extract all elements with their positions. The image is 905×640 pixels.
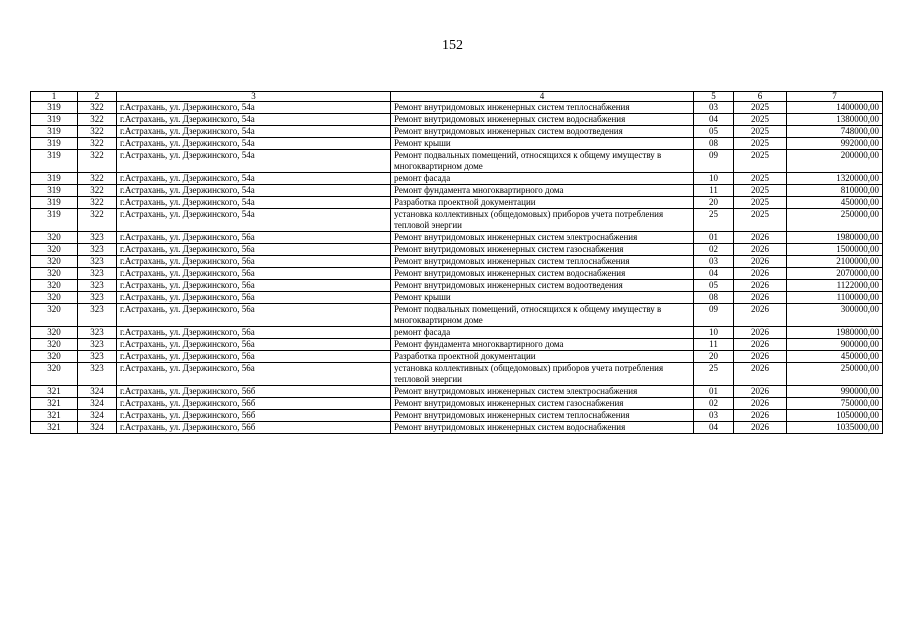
cell-address: г.Астрахань, ул. Дзержинского, 56а [117, 244, 391, 256]
column-number-4: 4 [391, 92, 694, 102]
cell-building-number: 322 [78, 197, 117, 209]
cell-building-number: 324 [78, 410, 117, 422]
cell-work-code: 01 [694, 386, 734, 398]
table-row [31, 150, 883, 173]
cell-building-number: 322 [78, 126, 117, 138]
table-row [31, 268, 883, 280]
cell-address: г.Астрахань, ул. Дзержинского, 54а [117, 209, 391, 232]
cell-row-number: 319 [31, 102, 78, 114]
cell-work-code: 04 [694, 268, 734, 280]
cell-address: г.Астрахань, ул. Дзержинского, 56б [117, 386, 391, 398]
table-row [31, 256, 883, 268]
cell-year: 2026 [734, 256, 787, 268]
cell-building-number: 323 [78, 339, 117, 351]
table-row [31, 304, 883, 327]
cell-work-code: 11 [694, 185, 734, 197]
cell-work-type: Ремонт фундамента многоквартирного дома [391, 185, 694, 197]
cell-row-number: 320 [31, 327, 78, 339]
cell-row-number: 320 [31, 304, 78, 327]
cell-work-code: 02 [694, 244, 734, 256]
table-row [31, 339, 883, 351]
cell-work-code: 08 [694, 138, 734, 150]
cell-work-type: Разработка проектной документации [391, 197, 694, 209]
cell-work-type: Ремонт крыши [391, 292, 694, 304]
cell-year: 2025 [734, 209, 787, 232]
cell-work-type: Ремонт внутридомовых инженерных систем водоснабжения [391, 114, 694, 126]
cell-building-number: 323 [78, 244, 117, 256]
cell-work-code: 03 [694, 102, 734, 114]
table-row [31, 410, 883, 422]
cell-building-number: 323 [78, 351, 117, 363]
cell-row-number: 320 [31, 268, 78, 280]
cell-cost: 900000,00 [787, 339, 883, 351]
cell-row-number: 321 [31, 422, 78, 434]
cell-address: г.Астрахань, ул. Дзержинского, 54а [117, 138, 391, 150]
cell-work-code: 03 [694, 410, 734, 422]
cell-cost: 1100000,00 [787, 292, 883, 304]
cell-work-type: Ремонт внутридомовых инженерных систем газоснабжения [391, 244, 694, 256]
cell-row-number: 320 [31, 280, 78, 292]
table-row [31, 244, 883, 256]
cell-cost: 750000,00 [787, 398, 883, 410]
table-row [31, 422, 883, 434]
cell-year: 2026 [734, 292, 787, 304]
cell-row-number: 320 [31, 339, 78, 351]
cell-work-code: 05 [694, 280, 734, 292]
cell-year: 2025 [734, 102, 787, 114]
cell-address: г.Астрахань, ул. Дзержинского, 54а [117, 185, 391, 197]
cell-work-code: 20 [694, 197, 734, 209]
cell-cost: 1980000,00 [787, 327, 883, 339]
cell-row-number: 321 [31, 386, 78, 398]
column-number-5: 5 [694, 92, 734, 102]
cell-address: г.Астрахань, ул. Дзержинского, 56а [117, 292, 391, 304]
cell-work-type: Ремонт внутридомовых инженерных систем теплоснабжения [391, 102, 694, 114]
cell-row-number: 319 [31, 185, 78, 197]
cell-building-number: 323 [78, 232, 117, 244]
cell-work-type: Ремонт подвальных помещений, относящихся к общему имуществу в многоквартирном доме [391, 304, 694, 327]
cell-work-type: Ремонт внутридомовых инженерных систем теплоснабжения [391, 256, 694, 268]
cell-cost: 1380000,00 [787, 114, 883, 126]
cell-work-code: 10 [694, 327, 734, 339]
cell-year: 2026 [734, 339, 787, 351]
cell-work-type: Ремонт фундамента многоквартирного дома [391, 339, 694, 351]
column-number-7: 7 [787, 92, 883, 102]
cell-row-number: 319 [31, 150, 78, 173]
cell-work-type: Разработка проектной документации [391, 351, 694, 363]
column-number-row [31, 92, 883, 102]
cell-address: г.Астрахань, ул. Дзержинского, 54а [117, 102, 391, 114]
cell-year: 2025 [734, 114, 787, 126]
cell-work-code: 04 [694, 114, 734, 126]
cell-work-code: 25 [694, 363, 734, 386]
cell-cost: 2070000,00 [787, 268, 883, 280]
cell-year: 2026 [734, 244, 787, 256]
cell-work-code: 02 [694, 398, 734, 410]
cell-year: 2026 [734, 232, 787, 244]
cell-work-type: Ремонт внутридомовых инженерных систем водоотведения [391, 126, 694, 138]
column-number-2: 2 [78, 92, 117, 102]
cell-work-type: Ремонт внутридомовых инженерных систем электроснабжения [391, 386, 694, 398]
cell-year: 2025 [734, 185, 787, 197]
table-row [31, 126, 883, 138]
cell-building-number: 322 [78, 150, 117, 173]
cell-cost: 450000,00 [787, 351, 883, 363]
cell-row-number: 320 [31, 292, 78, 304]
table-row [31, 363, 883, 386]
cell-address: г.Астрахань, ул. Дзержинского, 54а [117, 114, 391, 126]
cell-building-number: 324 [78, 422, 117, 434]
cell-work-code: 03 [694, 256, 734, 268]
cell-building-number: 323 [78, 304, 117, 327]
cell-address: г.Астрахань, ул. Дзержинского, 56а [117, 256, 391, 268]
cell-work-code: 08 [694, 292, 734, 304]
cell-building-number: 322 [78, 138, 117, 150]
cell-cost: 992000,00 [787, 138, 883, 150]
table-row [31, 114, 883, 126]
cell-year: 2026 [734, 422, 787, 434]
cell-work-type: Ремонт внутридомовых инженерных систем водоснабжения [391, 268, 694, 280]
cell-row-number: 319 [31, 114, 78, 126]
cell-address: г.Астрахань, ул. Дзержинского, 54а [117, 173, 391, 185]
cell-work-code: 11 [694, 339, 734, 351]
cell-address: г.Астрахань, ул. Дзержинского, 56а [117, 280, 391, 292]
cell-address: г.Астрахань, ул. Дзержинского, 54а [117, 150, 391, 173]
table-row [31, 209, 883, 232]
cell-row-number: 320 [31, 256, 78, 268]
cell-cost: 1980000,00 [787, 232, 883, 244]
cell-building-number: 323 [78, 268, 117, 280]
cell-row-number: 319 [31, 197, 78, 209]
cell-cost: 1500000,00 [787, 244, 883, 256]
cell-year: 2026 [734, 268, 787, 280]
cell-work-code: 09 [694, 150, 734, 173]
table-row [31, 138, 883, 150]
cell-building-number: 324 [78, 386, 117, 398]
cell-year: 2026 [734, 327, 787, 339]
cell-work-code: 10 [694, 173, 734, 185]
cell-work-type: Ремонт внутридомовых инженерных систем газоснабжения [391, 398, 694, 410]
cell-building-number: 322 [78, 114, 117, 126]
repair-schedule-table [30, 91, 883, 434]
cell-cost: 450000,00 [787, 197, 883, 209]
cell-cost: 250000,00 [787, 363, 883, 386]
cell-address: г.Астрахань, ул. Дзержинского, 56а [117, 268, 391, 280]
cell-cost: 1050000,00 [787, 410, 883, 422]
cell-building-number: 323 [78, 363, 117, 386]
cell-work-type: Ремонт подвальных помещений, относящихся к общему имуществу в многоквартирном доме [391, 150, 694, 173]
cell-row-number: 320 [31, 351, 78, 363]
cell-address: г.Астрахань, ул. Дзержинского, 56а [117, 304, 391, 327]
column-number-6: 6 [734, 92, 787, 102]
cell-work-code: 25 [694, 209, 734, 232]
cell-address: г.Астрахань, ул. Дзержинского, 56а [117, 327, 391, 339]
cell-cost: 300000,00 [787, 304, 883, 327]
cell-work-type: ремонт фасада [391, 327, 694, 339]
cell-work-type: ремонт фасада [391, 173, 694, 185]
cell-year: 2025 [734, 126, 787, 138]
table-row [31, 292, 883, 304]
cell-cost: 990000,00 [787, 386, 883, 398]
cell-building-number: 324 [78, 398, 117, 410]
cell-address: г.Астрахань, ул. Дзержинского, 54а [117, 197, 391, 209]
cell-address: г.Астрахань, ул. Дзержинского, 56а [117, 351, 391, 363]
cell-building-number: 323 [78, 292, 117, 304]
cell-cost: 1400000,00 [787, 102, 883, 114]
cell-building-number: 322 [78, 102, 117, 114]
cell-address: г.Астрахань, ул. Дзержинского, 56б [117, 398, 391, 410]
cell-work-type: Ремонт внутридомовых инженерных систем теплоснабжения [391, 410, 694, 422]
cell-work-code: 04 [694, 422, 734, 434]
cell-work-code: 05 [694, 126, 734, 138]
cell-row-number: 319 [31, 138, 78, 150]
cell-work-type: Ремонт внутридомовых инженерных систем водоотведения [391, 280, 694, 292]
cell-work-type: Ремонт крыши [391, 138, 694, 150]
cell-work-code: 20 [694, 351, 734, 363]
cell-row-number: 319 [31, 209, 78, 232]
cell-cost: 1122000,00 [787, 280, 883, 292]
column-number-3: 3 [117, 92, 391, 102]
cell-work-code: 01 [694, 232, 734, 244]
table-row [31, 173, 883, 185]
cell-address: г.Астрахань, ул. Дзержинского, 56а [117, 232, 391, 244]
cell-address: г.Астрахань, ул. Дзержинского, 56б [117, 422, 391, 434]
cell-row-number: 321 [31, 398, 78, 410]
cell-year: 2026 [734, 386, 787, 398]
cell-year: 2026 [734, 410, 787, 422]
table-row [31, 280, 883, 292]
table-row [31, 185, 883, 197]
cell-cost: 748000,00 [787, 126, 883, 138]
table-row [31, 351, 883, 363]
cell-row-number: 320 [31, 363, 78, 386]
cell-year: 2026 [734, 351, 787, 363]
cell-year: 2025 [734, 197, 787, 209]
column-number-1: 1 [31, 92, 78, 102]
cell-row-number: 320 [31, 232, 78, 244]
cell-work-type: установка коллективных (общедомовых) приборов учета потребления тепловой энергии [391, 209, 694, 232]
cell-building-number: 323 [78, 327, 117, 339]
cell-row-number: 321 [31, 410, 78, 422]
cell-year: 2026 [734, 398, 787, 410]
table-row [31, 327, 883, 339]
cell-year: 2025 [734, 173, 787, 185]
cell-building-number: 323 [78, 256, 117, 268]
cell-year: 2026 [734, 363, 787, 386]
cell-year: 2025 [734, 138, 787, 150]
table-body [31, 92, 883, 434]
cell-cost: 1320000,00 [787, 173, 883, 185]
cell-work-type: установка коллективных (общедомовых) приборов учета потребления тепловой энергии [391, 363, 694, 386]
cell-address: г.Астрахань, ул. Дзержинского, 56б [117, 410, 391, 422]
table-row [31, 197, 883, 209]
cell-row-number: 319 [31, 173, 78, 185]
cell-year: 2026 [734, 304, 787, 327]
table-row [31, 398, 883, 410]
cell-address: г.Астрахань, ул. Дзержинского, 56а [117, 339, 391, 351]
cell-work-code: 09 [694, 304, 734, 327]
cell-work-type: Ремонт внутридомовых инженерных систем водоснабжения [391, 422, 694, 434]
cell-row-number: 320 [31, 244, 78, 256]
cell-work-type: Ремонт внутридомовых инженерных систем электроснабжения [391, 232, 694, 244]
cell-building-number: 322 [78, 209, 117, 232]
table-row [31, 386, 883, 398]
cell-building-number: 322 [78, 185, 117, 197]
cell-cost: 200000,00 [787, 150, 883, 173]
cell-cost: 1035000,00 [787, 422, 883, 434]
cell-year: 2026 [734, 280, 787, 292]
cell-address: г.Астрахань, ул. Дзержинского, 54а [117, 126, 391, 138]
cell-cost: 250000,00 [787, 209, 883, 232]
cell-cost: 2100000,00 [787, 256, 883, 268]
cell-row-number: 319 [31, 126, 78, 138]
cell-cost: 810000,00 [787, 185, 883, 197]
cell-year: 2025 [734, 150, 787, 173]
table-row [31, 232, 883, 244]
cell-address: г.Астрахань, ул. Дзержинского, 56а [117, 363, 391, 386]
page-number: 152 [442, 38, 463, 53]
cell-building-number: 322 [78, 173, 117, 185]
cell-building-number: 323 [78, 280, 117, 292]
table-row [31, 102, 883, 114]
